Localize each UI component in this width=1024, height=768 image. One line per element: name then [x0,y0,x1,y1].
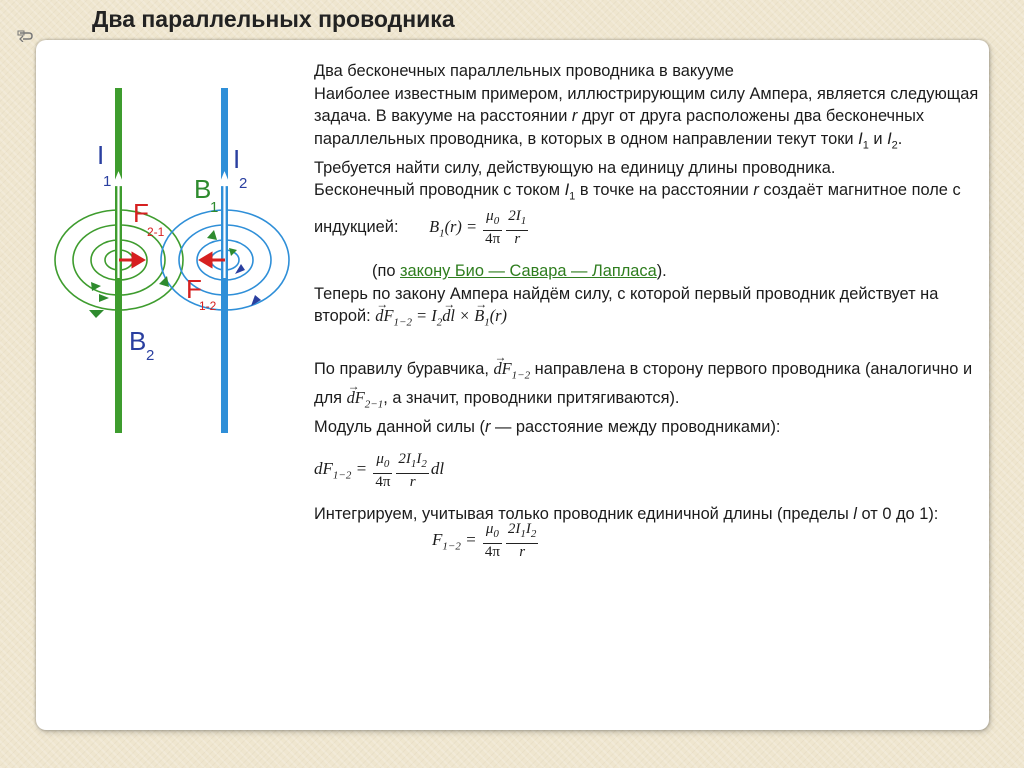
paragraph-field: Бесконечный проводник с током $I_1$ в точке на расстоянии r создаёт магнитное поле с индукцией: $B_1(r)$ = $\frac{\mu_0}{4\pi}$ $\frac{2I_1}{r}$ [314,181,961,248]
formula-dF: → $dF_{1-2} = I_2\to$ dl × → $B_1(r)$ [375,306,507,325]
paragraph-law-ref: (по закону Био — Савара — Лапласа). [372,262,667,281]
label-f21-sub: 2-1 [147,225,165,239]
text-content [314,60,979,561]
paragraph-modulus: Модуль данной силы (r — расстояние между проводниками): [314,417,781,436]
biot-savart-link[interactable]: закону Био — Савара — Лапласа [400,262,657,281]
formula-b1: $B_1(r)$ = $\frac{\mu_0}{4\pi}$ $\frac{2I_1}{r}$ [429,208,527,248]
label-i1-sub: 1 [103,173,112,190]
label-f12-sub: 1-2 [199,299,217,313]
label-i2-sub: 2 [239,175,248,192]
label-i2: I [233,144,241,174]
label-b1: B [194,174,212,204]
paragraph-integrate: Интегрируем, учитывая только проводник единичной длины (пределы l от 0 до 1): [314,504,939,523]
paragraph-gimlet: По правилу буравчика, → $dF_{1-2}$ направлена в сторону первого проводника (аналогично и для → $dF_{2-1}$, а значит, проводники притягиваются). [314,358,979,416]
label-f21: F [133,198,149,228]
label-b1-sub: 1 [210,199,219,216]
return-icon[interactable] [17,30,33,42]
formula-F: $F_{1-2}$ = $\frac{\mu_0}{4\pi}$ $\frac{2I_1I_2}{r}$ [432,521,537,561]
conductors-figure [49,88,299,433]
paragraph-ampere: Теперь по закону Ампера найдём силу, с которой первый проводник действует на второй: → $dF_{1-2} = I_2\to$ dl × → $B_1(r)$ [314,283,979,334]
formula-dF-modulus: $dF_{1-2}$ = $\frac{\mu_0}{4\pi}$ $\frac{2I_1I_2}{r}$ dl [314,450,445,490]
field-arrows-green [89,276,169,318]
label-b2-sub: 2 [146,347,155,364]
paragraph-intro: Два бесконечных параллельных проводника в вакууме Наиболее известным примером, иллюстрирующим силу Ампера, является следующая задача. В вакууме на расстоянии r друг от друга расположены два бесконечных параллельных проводника, в которых в одном направлении текут токи $I_1$ и $I_2$. Требуется найти силу, действующую на единицу длины проводника. [314,62,979,177]
label-f12: F [186,274,202,304]
slide-title: Два параллельных проводника [92,6,455,32]
label-b2: B [129,326,147,356]
label-i1: I [97,140,105,170]
